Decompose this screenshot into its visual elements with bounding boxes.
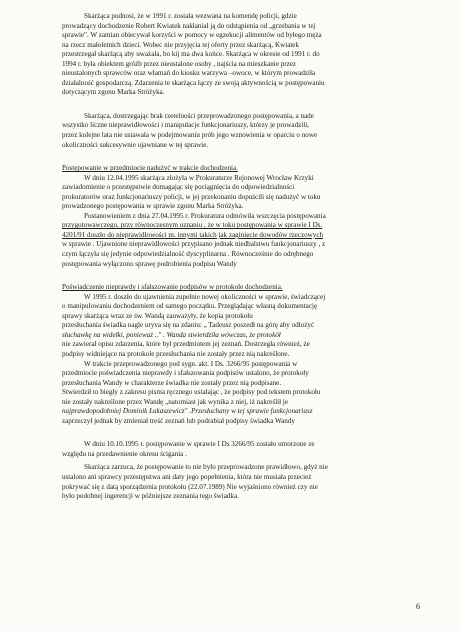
text-line: W dniu 12.04.1995 skarżąca złożyła w Prokuraturze Rejonowej Wrocław Krzyki — [84, 173, 314, 182]
text-line: nie zostały nakreślone przez Wandę „natomiast jak wynika z niej, iż nakreślił je — [62, 397, 289, 406]
paragraph-complaint-intro — [62, 12, 420, 98]
text-line: nieustalonych sprawców oraz włamań do kiosku warzywa –owoce, w którym prowadziła — [62, 69, 316, 78]
text-line: okoliczności sukcesywnie ujawniane w tej sprawie. — [62, 140, 209, 149]
text-line: przesłuchania świadka nagle uryva się na zdaniu: „ Tadeusz poszedł na górę aby odłożyć — [62, 321, 315, 330]
paragraph-complaint-objection — [62, 463, 420, 501]
text-line: W 1995 r. doszło do ujawnienia zupełnie nowej okoliczności w sprawie, świadczącej — [84, 292, 326, 301]
text-line: względu na przedawnienie okresu ścigania . — [62, 449, 187, 458]
text-line: 1994 r. była obiektem gróźb przez nieustalone osoby , najścia na mieszkanie przez — [62, 59, 297, 68]
text-line: podpisy widniejące na protokole przesłuchania nie zostały przez nią nakreślone. — [62, 349, 290, 358]
text-line: sprawie". W zamian obiecywał korzyści w pomocy w egzekucji alimentów od byłego męża — [62, 31, 322, 40]
section-heading: Postępowanie w przedmiocie nadużyć w trakcie dochodzenia. — [62, 164, 238, 173]
page-number: 6 — [416, 602, 420, 611]
text-line: prowadzący dochodzenie Robert Kwiatek nakłaniał ją do odstąpienia od „grzebania w tej — [62, 21, 316, 30]
text-line: sprawy skarżąca wraz ze św. Wandą zauważyły, że kopia protokołu — [62, 311, 253, 320]
text-line: postępowania wyłączono sprawę podrobienia podpisu Wandy — [62, 259, 237, 268]
text-line: przestrzegał skarżącą aby uważała, bo kij ma dwa końce. Skarżąca w okresie od 1991 r. do — [62, 50, 320, 59]
text-line: ustalono ani sprawcy przestępstwa ani daty jego popełnienia, która nie musiała przecież — [62, 472, 312, 481]
text-line: prowadzonego postępowania w sprawie zgonu Marka Stróżyka. — [62, 202, 244, 211]
paragraph-discontinuance — [62, 440, 420, 459]
text-line: nie zawierał opisu zdarzenia, które był przedmiotem jej zeznań. Dostrzegła również, że — [62, 340, 310, 349]
text-line: zawiadomienie o przestępstwie domagając się pociągnięcia do odpowiedzialności — [62, 183, 295, 192]
text-line: najprawdopodobniej Dominik Łukaszewicz" .Przesłuchany w tej sprawie funkcjonariusz — [62, 407, 313, 416]
text-line: przygotowawczego, przy równoczesnym uznaniu , że w toku postępowania w sprawie I Ds. — [62, 221, 323, 230]
text-line: prokuratorów oraz funkcjonariuszy policji, w jej przekonaniu dopuścili się nadużyć w toku — [62, 192, 321, 201]
text-line: czym łączyła się jedynie odpowiedzialność dyscyplinarna . Równocześnie do odrębnego — [62, 250, 314, 259]
text-line: zaprzeczył jednak by zmieniał treść zeznań lub podrabiał podpisy świadka Wandy — [62, 416, 295, 425]
text-line: dotyczącym zgonu Marka Stróżyka. — [62, 88, 165, 97]
text-line: Skarżąca podnosi, że w 1991 r. została wezwana na komendę policji, gdzie — [84, 12, 297, 20]
text-line: było podobnej ingerencji w późniejsze zeznania tego świadka. — [62, 492, 239, 501]
text-line: pokrywać się z datą sporządzenia protokołu (22.07.1989) Nie wyjaśniono również czy nie — [62, 482, 318, 491]
text-line: Skarżąca, dostrzegając brak rzetelności przeprowadzonego postępowania, a nade — [84, 111, 314, 120]
section-abuses-in-investigation — [62, 164, 420, 269]
text-line: W trakcie przeprowadzonego pod sygn. akt. I Ds. 3266/95 postępowania w — [84, 359, 298, 368]
text-line: Skarżąca zarzuca, że postępowanie to nie było przeprowadzone prawidłowo, gdyż nie — [84, 463, 328, 472]
text-line: działalność gospodarczą. Zdarzenia te skarżąca łączy ze swoją aktywnością w postępowaniu — [62, 78, 325, 87]
text-line: na rzecz małoletnich dzieci. Wobec nie przyjęcia tej oferty przez skarżącą, Kwiatek — [62, 40, 300, 49]
text-line: Postanowieniem z dnia 27.04.1995 r. Prokuratura odmówiła wszczęcia postępowania — [84, 211, 326, 220]
text-line: W dniu 10.10.1995 r. postępowanie w sprawie I Ds 3266/95 zostało umorzone ze — [84, 440, 315, 449]
paragraph-lack-of-reliability — [62, 112, 420, 150]
section-false-attestation — [62, 283, 420, 426]
text-line: przesłuchania Wandy w charakterze świadka nie zostały przez nią podpisane. — [62, 378, 282, 387]
text-line: przez kolejne lata nie ustawała w podejmowaniu prób jego wznowienia w oparciu o nowe — [62, 131, 318, 140]
text-line: wszystko liczne nieprawidłowości i manipulacje funkcjonariuszy, którzy je prowadzili, — [62, 121, 309, 130]
text-line: Stwierdził to biegły z zakresu pisma ręcznego ustalając , że podpisy pod tekstem protokołu — [62, 388, 321, 397]
section-heading: Poświadczenie nieprawdy i sfałszowanie podpisów w protokole dochodzenia. — [62, 283, 283, 292]
text-line: przedmiocie poświadczenia nieprawdy i sfałszowania podpisów ustalono, że protokoły — [62, 369, 309, 378]
text-line: o manipulowaniu dochodzeniem od samego początku. Przeglądając własną dokumentację — [62, 302, 318, 311]
text-line: 4201/91 doszło do nieprawidłowości m. innymi takich jak zaginięcie dowodów rzeczowych — [62, 230, 324, 239]
text-line: w sprawie . Ujawnione nieprawidłowości przypisano jednak niedbalstwu funkcjonariuszy , z — [62, 240, 326, 249]
text-line: słuchawkę na widełki, ponieważ .." . Wanda stwierdziła wówczas, że protokół — [62, 330, 281, 339]
